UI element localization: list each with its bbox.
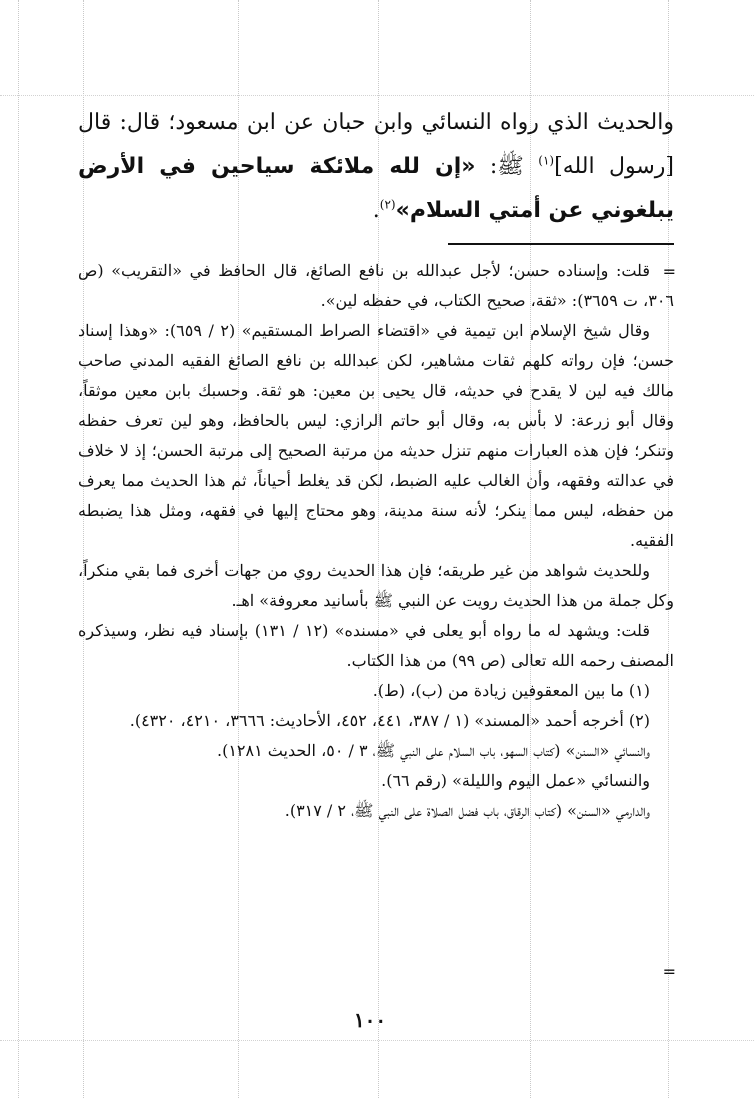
- footnote-2-ref: والنسائي «عمل اليوم والليلة» (رقم ٦٦).: [381, 771, 650, 790]
- salawat-mark: ﷺ:: [475, 154, 539, 179]
- note-paragraph: قلت: ويشهد له ما رواه أبو يعلى في «مسنده» (١٢ / ١٣١) بإسناد فيه نظر، وسيذكره المصنف رحمه الله تعالى (ص ٩٩) من هذا الكتاب.: [78, 621, 674, 670]
- main-paragraph: [78, 101, 674, 233]
- continuation-mark: =: [662, 962, 676, 981]
- page-number: ١٠٠: [353, 1008, 387, 1032]
- note-paragraph: قلت: وإسناده حسن؛ لأجل عبدالله بن نافع الصائغ، قال الحافظ في «التقريب» (ص ٣٠٦، ت ٣٦٥٩): «ثقة، صحيح الكتاب، في حفظه لين».: [78, 261, 674, 310]
- main-text: [78, 101, 674, 233]
- footnote-ref-2: (٢): [379, 197, 396, 212]
- bracketed-insertion: [رسول الله]: [554, 154, 674, 179]
- note-paragraph: وللحديث شواهد من غير طريقه؛ فإن هذا الحديث روي من جهات أخرى فما بقي منكراً، وكل جملة من هذا الحديث رويت عن النبي ﷺ بأسانيد معروفة» اهـ.: [78, 561, 674, 610]
- footnote-ref-1: (١): [538, 153, 555, 168]
- footnote-separator: [448, 243, 674, 245]
- hadith-quote: «إن لله ملائكة سياحين في الأرض يبلغوني عن أمتي السلام»: [78, 154, 674, 223]
- sentence-end: .: [372, 198, 380, 223]
- note-paragraph: وقال شيخ الإسلام ابن تيمية في «اقتضاء الصراط المستقيم» (٢ / ٦٥٩): «وهذا إسناد حسن؛ فإن رواته كلهم ثقات مشاهير، لكن عبدالله بن نافع الصائغ الفقيه المدني صاحب مالك فيه لين لا يقدح في حديثه، قال يحيى بن معين: هو ثقة. وحسبك بابن معين موثقاً، وقال أبو زرعة: لا بأس به، وقال أبو حاتم الرازي: ليس بالحافظ، وهو لين تعرف حفظه وتنكر؛ فإن هذه العبارات منهم تنزل حديثه من مرتبة الصحيح إلى مرتبة الحسن؛ إذ لا خلاف في عدالته وفقهه، وأن الغالب عليه الضبط، لكن قد يغلط أحياناً، ثم هذا الحديث مما يعرف من حفظه، ليس مما ينكر؛ لأنه سنة مدينة، وهو محتاج إليها في فقهه، ومثل هذا يضبطه الفقيه.: [78, 321, 674, 550]
- footnotes: [78, 256, 674, 826]
- scan-guide-line: [18, 0, 19, 1098]
- main-text-line: والحديث الذي رواه النسائي وابن حبان عن ابن مسعود؛ قال: قال: [78, 110, 674, 135]
- footnote-2: (٢) أخرجه أحمد «المسند» (١ / ٣٨٧، ٤٤١، ٤٥٢، الأحاديث: ٣٦٦٦، ٤٢١٠، ٤٣٢٠).: [129, 711, 650, 730]
- footnote-2-ref: والدارمي «السنن» (كتاب الرقاق، باب فضل الصلاة على النبي ﷺ، ٢ / ٣١٧).: [284, 801, 650, 820]
- continuation-mark: =: [662, 262, 676, 281]
- footnote-2-ref: والنسائي «السنن» (كتاب السهو، باب السلام على النبي ﷺ، ٣ / ٥٠، الحديث ١٢٨١).: [216, 741, 650, 760]
- footnote-1: (١) ما بين المعقوفين زيادة من (ب)، (ط).: [372, 681, 650, 700]
- book-page: [78, 0, 674, 1098]
